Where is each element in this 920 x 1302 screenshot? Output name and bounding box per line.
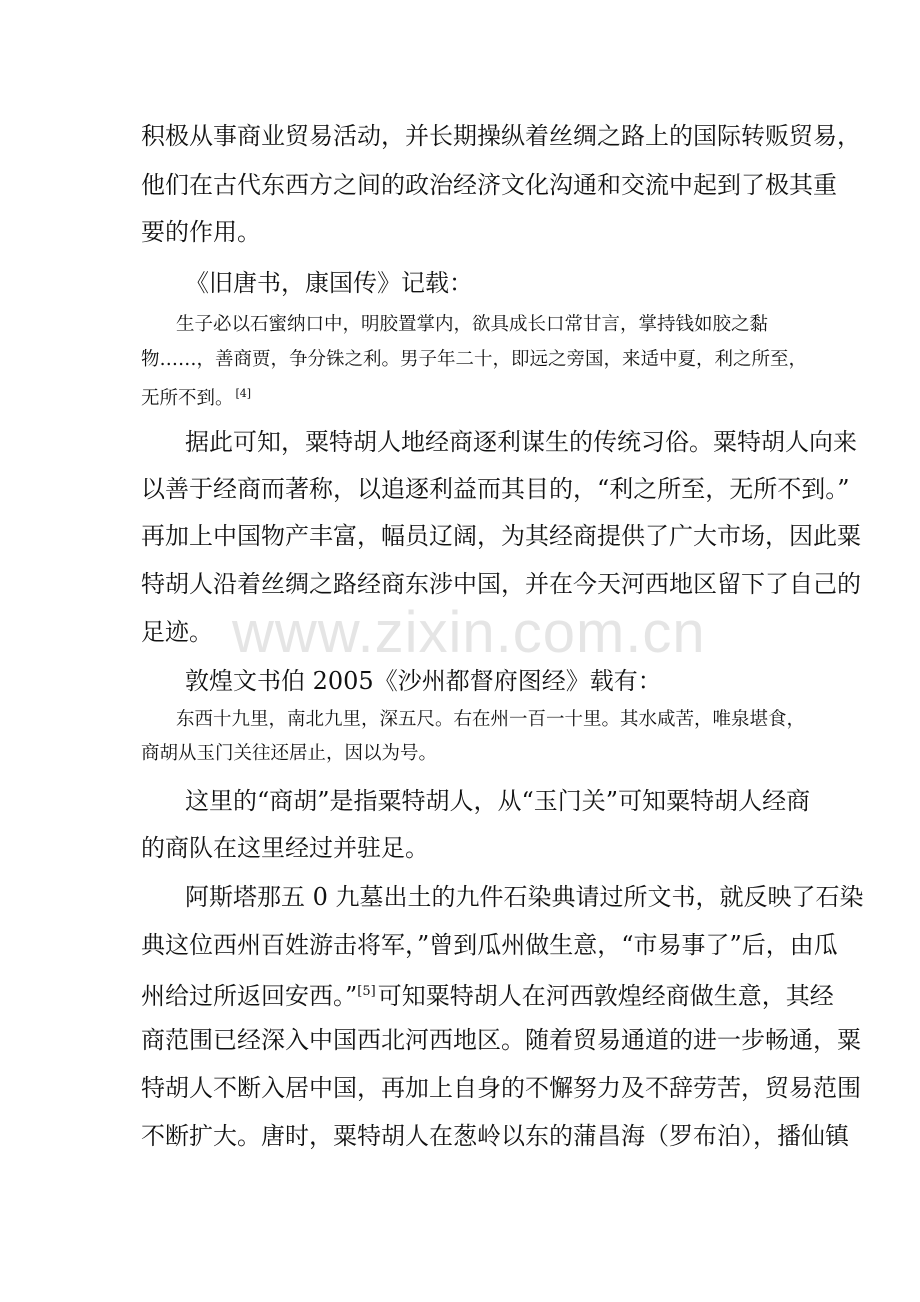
paragraph-line: 阿斯塔那五 0 九墓出土的九件石染典请过所文书，就反映了石染 bbox=[185, 883, 864, 911]
quote-intro: 《旧唐书，康国传》记载： bbox=[185, 269, 473, 297]
paragraph-line: 的商队在这里经过并驻足。 bbox=[141, 834, 429, 862]
paragraph-line: 再加上中国物产丰富，幅员辽阔，为其经商提供了广大市场，因此粟 bbox=[141, 522, 861, 550]
watermark: www.zixin.com.cn bbox=[232, 600, 706, 665]
paragraph-line: 商范围已经深入中国西北河西地区。随着贸易通道的进一步畅通，粟 bbox=[141, 1026, 861, 1054]
block-quote-line: 生子必以石蜜纳口中，明胶置掌内，欲具成长口常甘言，掌持钱如胶之黏 bbox=[176, 314, 769, 335]
paragraph-line: 典这位西州百姓游击将军，”曾到瓜州做生意，“市易事了”后，由瓜 bbox=[141, 931, 838, 959]
block-quote-line: 东西十九里，南北九里，深五尺。右在州一百一十里。其水咸苦，唯泉堪食， bbox=[176, 709, 806, 730]
footnote-ref: [5] bbox=[357, 984, 376, 999]
paragraph-text: 州给过所返回安西。” bbox=[141, 982, 358, 1010]
paragraph-text: 可知粟特胡人在河西敦煌经商做生意，其经 bbox=[377, 982, 834, 1010]
paragraph-line: 据此可知，粟特胡人地经商逐利谋生的传统习俗。粟特胡人向来 bbox=[185, 428, 857, 456]
block-quote-line: 物……，善商贾，争分铢之利。男子年二十，即远之旁国，来适中夏，利之所至， bbox=[141, 349, 808, 370]
paragraph-line: 特胡人不断入居中国，再加上自身的不懈努力及不辞劳苦，贸易范围 bbox=[141, 1074, 861, 1102]
paragraph-line: 不断扩大。唐时，粟特胡人在葱岭以东的蒲昌海（罗布泊），播仙镇 bbox=[141, 1122, 849, 1150]
footnote-ref: [4] bbox=[235, 387, 252, 400]
paragraph-line: 足迹。 bbox=[141, 618, 213, 646]
block-quote-text: 无所不到。 bbox=[141, 388, 234, 410]
paragraph-line: 积极从事商业贸易活动，并长期操纵着丝绸之路上的国际转贩贸易， bbox=[141, 122, 861, 150]
paragraph-line: 特胡人沿着丝绸之路经商东涉中国，并在今天河西地区留下了自己的 bbox=[141, 570, 861, 598]
paragraph-line: 这里的“商胡”是指粟特胡人，从“玉门关”可知粟特胡人经商 bbox=[185, 787, 811, 815]
block-quote-line: 商胡从玉门关往还居止，因以为号。 bbox=[141, 743, 438, 764]
paragraph-line: 要的作用。 bbox=[141, 218, 261, 246]
block-quote-line bbox=[141, 382, 251, 411]
paragraph-line: 他们在古代东西方之间的政治经济文化沟通和交流中起到了极其重 bbox=[141, 171, 837, 199]
quote-intro: 敦煌文书伯 2005《沙州都督府图经》载有： bbox=[185, 667, 662, 695]
paragraph-line: 以善于经商而著称，以追逐利益而其目的，“利之所至，无所不到。” bbox=[141, 475, 850, 503]
paragraph-line bbox=[141, 977, 834, 1011]
